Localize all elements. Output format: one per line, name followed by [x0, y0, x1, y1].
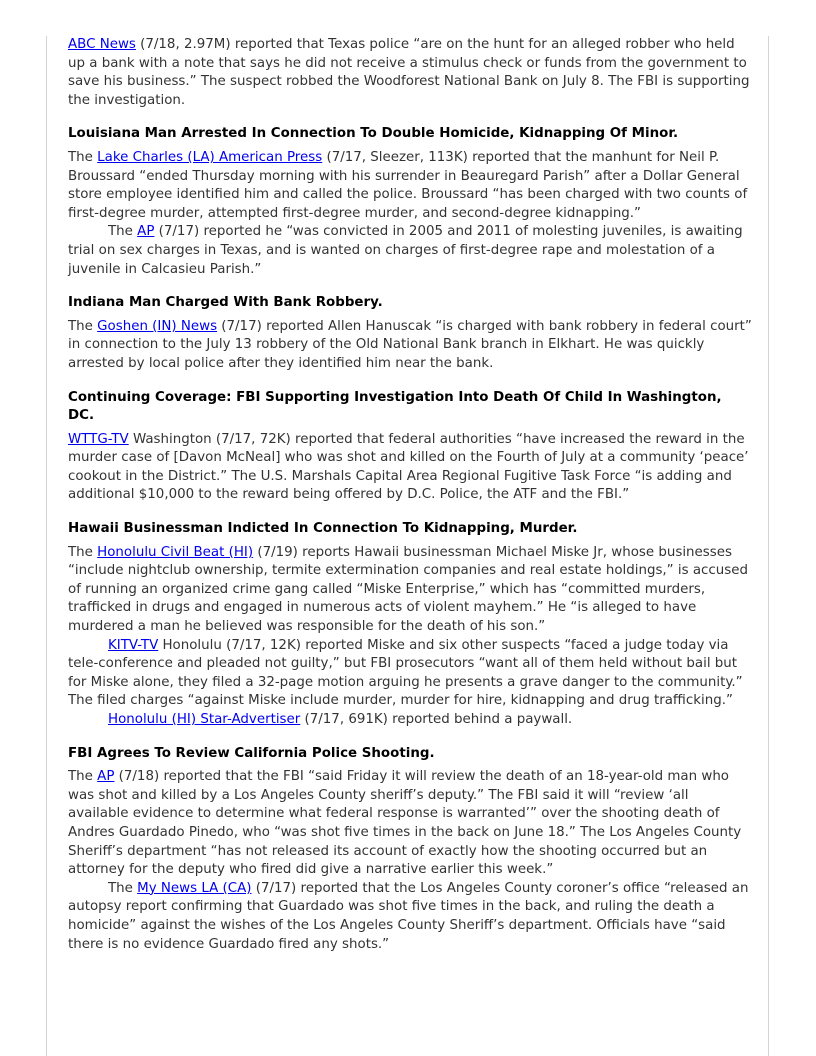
- news-section: [68, 294, 752, 373]
- paragraph-text: The: [68, 769, 98, 785]
- paragraph-text: Washington (7/17, 72K) reported that federal authorities “have increased the reward in the murder case of [Davon McNeal] who was shot and killed on the Fourth of July at a community ‘peace’ cookout in the District.” The U.S. Marshals Capital Area Regional Fugitive Task Force “is adding and additional $10,000 to the reward being offered by D.C. Police, the ATF and the FBI.”: [68, 431, 749, 503]
- section-heading: FBI Agrees To Review California Police Shooting.: [68, 745, 435, 761]
- source-link[interactable]: AP: [97, 769, 115, 785]
- article-paragraph: [68, 768, 752, 880]
- source-link[interactable]: WTTG-TV: [68, 431, 129, 447]
- paragraph-text: Honolulu (7/17, 12K) reported Miske and six other suspects “faced a judge today via tele-conference and pleaded not guilty,” but FBI prosecutors “want all of them held without bail but for Miske alone, they filed a 32-page motion arguing he presents a grave danger to the community.” The filed charges “against Miske include murder, murder for hire, kidnapping and drug trafficking.”: [68, 637, 743, 709]
- section-heading: Indiana Man Charged With Bank Robbery.: [68, 295, 383, 311]
- news-section: [68, 389, 752, 506]
- article-paragraph: [68, 711, 752, 730]
- source-link[interactable]: ABC News: [68, 37, 136, 52]
- news-section: [68, 125, 752, 279]
- source-link[interactable]: Lake Charles (LA) American Press: [97, 149, 323, 165]
- article-paragraph: [68, 880, 752, 954]
- paragraph-text: (7/18) reported that the FBI “said Friday it will review the death of an 18-year-old man who was shot and killed by a Los Angeles County sheriff’s deputy.” The FBI said it will “review ‘all available evidence to determine what federal response is warranted’” over the shooting death of Andres Guardado Pinedo, who “was shot five times in the back on June 18.” The Los Angeles County Sheriff’s department “has not released its account of exactly how the shooting occurred but an attorney for the deputy who fired did give a narrative earlier this week.”: [68, 769, 742, 878]
- paragraph-text: The: [68, 149, 98, 165]
- source-link[interactable]: AP: [137, 224, 155, 240]
- article-paragraph: [68, 223, 752, 279]
- paragraph-text: (7/18, 2.97M) reported that Texas police “are on the hunt for an alleged robber who held up a bank with a note that says he did not receive a stimulus check or funds from the government to save his business.” The suspect robbed the Woodforest National Bank on July 8. The FBI is supporting the investigation.: [68, 37, 750, 108]
- paragraph-text: (7/17) reported that the Los Angeles County coroner’s office “released an autopsy report confirming that Guardado was shot five times in the back, and ruling the death a homicide” against the wishes of the Los Angeles County Sheriff’s department. Officials have “said there is no evidence Guardado fired any shots.”: [68, 880, 749, 952]
- article-paragraph: [68, 544, 752, 637]
- news-section: [68, 520, 752, 730]
- section-heading: Continuing Coverage: FBI Supporting Investigation Into Death Of Child In Washington, DC.: [68, 389, 722, 424]
- source-link[interactable]: My News LA (CA): [137, 880, 252, 896]
- source-link[interactable]: KITV-TV: [108, 637, 159, 653]
- article-paragraph: [68, 318, 752, 374]
- paragraph-text: (7/17) reported Allen Hanuscak “is charged with bank robbery in federal court” in connection to the July 13 robbery of the Old National Bank branch in Elkhart. He was quickly arrested by local police after they identified him near the bank.: [68, 318, 752, 371]
- paragraph-text: (7/17, 691K) reported behind a paywall.: [300, 712, 573, 727]
- paragraph-text: The: [68, 318, 98, 334]
- paragraph-text: The: [108, 224, 138, 240]
- section-heading: Hawaii Businessman Indicted In Connection To Kidnapping, Murder.: [68, 521, 578, 537]
- section-heading: Louisiana Man Arrested In Connection To Double Homicide, Kidnapping Of Minor.: [68, 126, 679, 142]
- paragraph-text: (7/17) reported he “was convicted in 2005 and 2011 of molesting juveniles, is awaiting trial on sex charges in Texas, and is wanted on charges of first-degree rape and molestation of a juvenile in Calcasieu Parish.”: [68, 224, 743, 277]
- article-paragraph: [68, 36, 752, 110]
- paragraph-text: The: [68, 544, 98, 560]
- source-link[interactable]: Honolulu Civil Beat (HI): [97, 544, 254, 560]
- source-link[interactable]: Honolulu (HI) Star-Advertiser: [108, 712, 301, 727]
- news-section: [68, 36, 752, 110]
- paragraph-text: (7/17, Sleezer, 113K) reported that the manhunt for Neil P. Broussard “ended Thursday morning with his surrender in Beauregard Parish” after a Dollar General store employee identified him and called the police. Broussard “has been charged with two counts of first-degree murder, attempted first-degree murder, and second-degree kidnapping.”: [68, 149, 748, 221]
- article-paragraph: [68, 637, 752, 711]
- source-link[interactable]: Goshen (IN) News: [97, 318, 218, 334]
- paragraph-text: (7/19) reports Hawaii businessman Michael Miske Jr, whose businesses “include nightclub ownership, termite extermination companies and real estate holdings,” is accused of running an organized crime gang called “Miske Enterprise,” which has “committed murders, trafficked in drugs and engaged in numerous acts of violent mayhem.” He “is alleged to have murdered a man he believed was responsible for the death of his son.”: [68, 544, 748, 635]
- article-paragraph: [68, 149, 752, 223]
- news-clippings-document: [68, 36, 752, 954]
- article-paragraph: [68, 431, 752, 505]
- paragraph-text: The: [108, 880, 138, 896]
- news-section: [68, 745, 752, 955]
